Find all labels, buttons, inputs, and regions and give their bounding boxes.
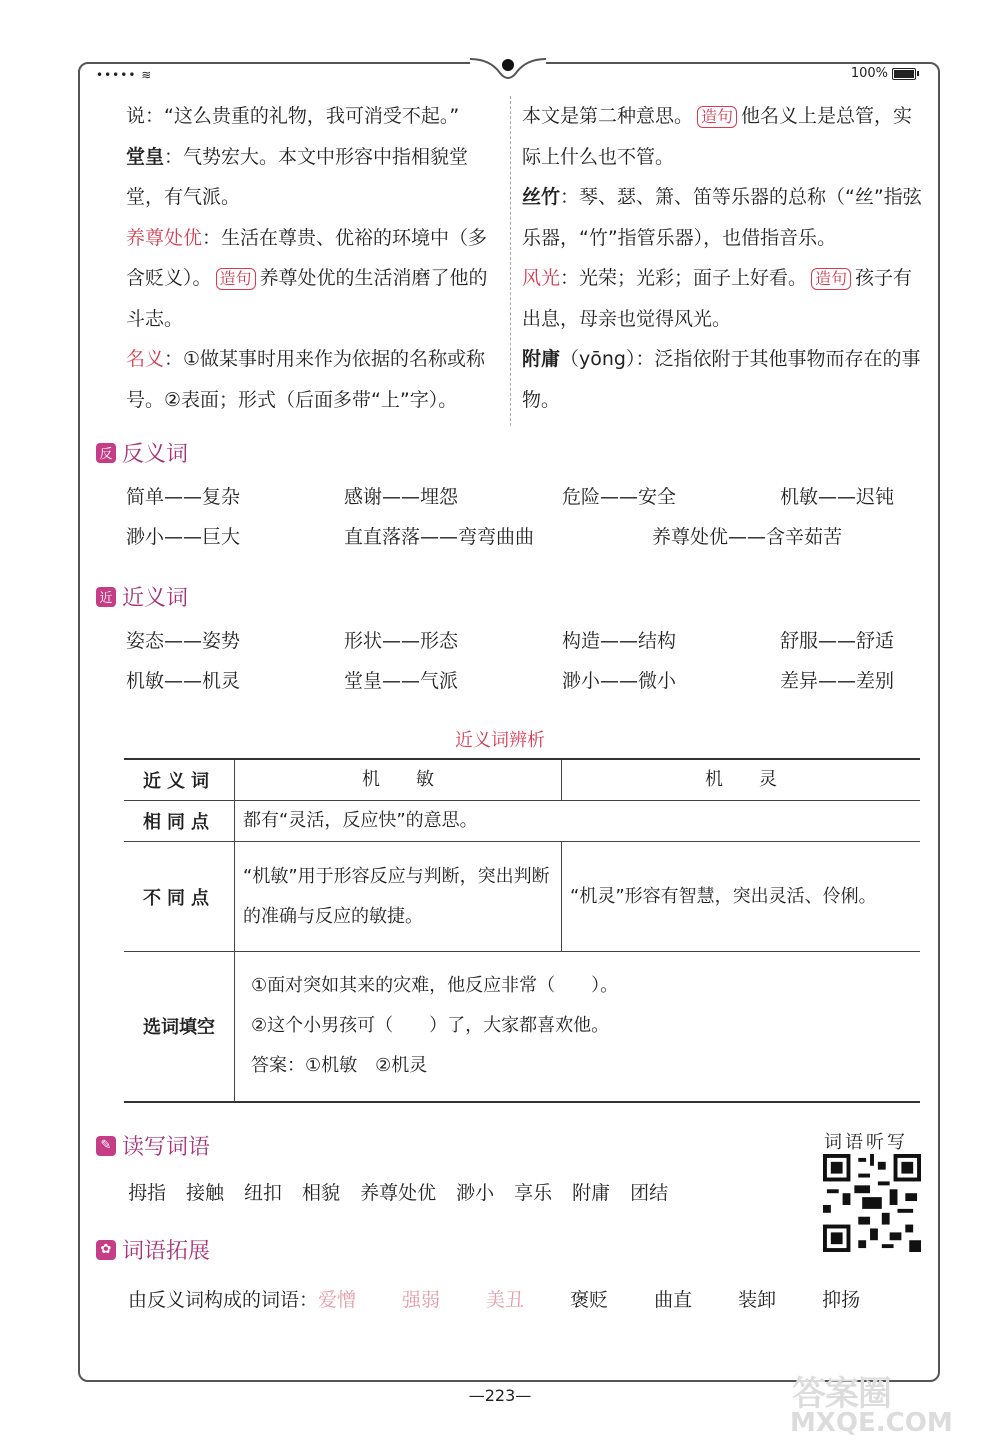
right-column <box>522 96 922 420</box>
device-notch <box>470 55 546 85</box>
watermark: 答案圈 <box>792 1374 891 1414</box>
example-tag: 造句 <box>697 106 737 128</box>
left-column <box>126 96 498 420</box>
battery-indicator: 100% <box>851 66 916 81</box>
page-number: —223— <box>468 1386 532 1405</box>
watermark-url: MXQE.COM <box>790 1408 953 1438</box>
qr-code-icon[interactable] <box>823 1154 921 1252</box>
synonym-header: 近 近义词 <box>96 581 188 612</box>
synonym-table: 近义词 机 敏 机 灵 相同点 都有“灵活，反应快”的意思。 不同点 “机敏”用于形容反应与判断，突出判断的准确与反应的敏捷。 “机灵”形容有智慧，突出灵活、伶俐。 选词填空 ①面对突如其来的灾难，他反应非常（ ）。 ②这个小男孩可（ ）了，大家都喜欢他。 答案：①机敏 ②机灵 <box>124 758 920 1103</box>
example-tag: 造句 <box>216 268 256 290</box>
entry-yangzun: 养尊处优：生活在尊贵、优裕的环境中（多含贬义）。 造句 养尊处优的生活消磨了他的斗志。 <box>126 226 488 330</box>
battery-icon <box>892 68 916 80</box>
example-tag: 造句 <box>811 268 851 290</box>
entry-fuyong: 附庸（yōng）：泛指依附于其他事物而存在的事物。 <box>522 348 921 411</box>
reading-words: 拇指 接触 纽扣 相貌 养尊处优 渺小 享乐 附庸 团结 <box>128 1182 669 1204</box>
extension-header: ✿ 词语拓展 <box>96 1234 210 1265</box>
reading-header: ✎ 读写词语 <box>96 1130 210 1161</box>
antonym-header: 反 反义词 <box>96 437 188 468</box>
entry-sizhu: 丝竹：琴、瑟、箫、笛等乐器的总称（“丝”指弦乐器，“竹”指管乐器），也借指音乐。 <box>522 186 922 249</box>
wifi-icon: ≋ <box>141 68 153 82</box>
qr-label: 词语听写 <box>824 1132 908 1153</box>
entry-mingyi: 名义：①做某事时用来作为依据的名称或称号。②表面；形式（后面多带“上”字）。 <box>126 348 486 411</box>
signal-indicator: ••••• ≋ <box>96 68 153 82</box>
book-icon: ✎ <box>96 1136 116 1156</box>
entry-tanghuang: 堂皇：气势宏大。本文中形容中指相貌堂堂，有气派。 <box>126 145 469 208</box>
antonym-icon: 反 <box>96 443 116 463</box>
extension-words: 由反义词构成的词语： 爱憎 强弱 美丑 褒贬 曲直 装卸 抑扬 <box>128 1289 861 1311</box>
expand-icon: ✿ <box>96 1240 116 1260</box>
entry-mingyi-cont: 本文是第二种意思。 造句 他名义上是总管，实际上什么也不管。 <box>522 105 913 168</box>
quote-line: 说：“这么贵重的礼物，我可消受不起。” <box>126 105 460 127</box>
synonym-icon: 近 <box>96 587 116 607</box>
table-caption: 近义词辨析 <box>455 730 545 751</box>
column-divider <box>510 96 511 426</box>
entry-fengguang: 风光：光荣；光彩；面子上好看。 造句 孩子有出息，母亲也觉得风光。 <box>522 267 913 330</box>
